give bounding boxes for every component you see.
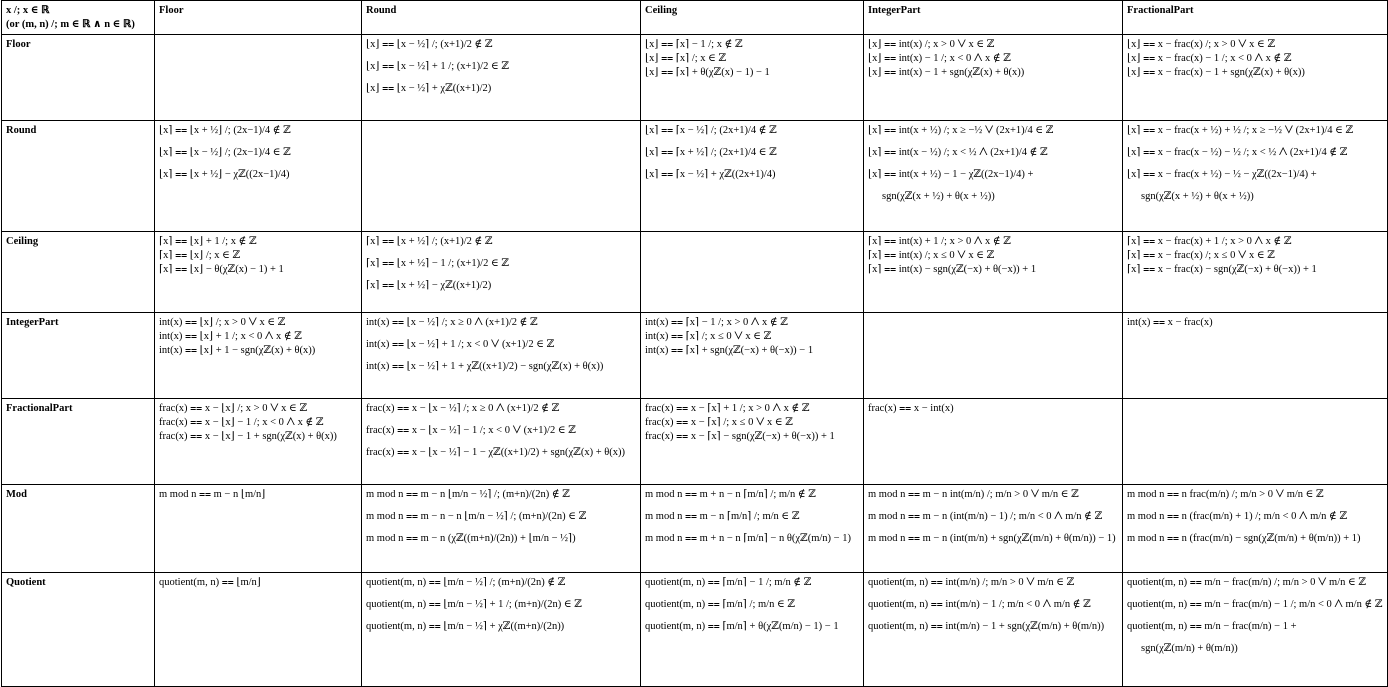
formula-line: m mod n ⩵ m − n int(m/n) /; m/n > 0 ⋁ m/n ∈ ℤ (868, 489, 1079, 500)
identity-cell (1123, 232, 1388, 313)
identity-cell (641, 121, 864, 232)
column-header-integerpart: IntegerPart (864, 1, 1123, 35)
formula-line: m mod n ⩵ m − n ⌊m/n⌋ (159, 489, 266, 500)
identity-cell (641, 313, 864, 399)
formula-line: m mod n ⩵ m − n ⌊m/n − ½⌉ /; (m+n)/(2n) ∉ ℤ (366, 489, 570, 500)
identity-cell (362, 35, 641, 121)
row-header-ceiling: Ceiling (2, 232, 155, 313)
table-row (2, 121, 1388, 232)
formula-line: ⌈x⌉ ⩵ ⌊x⌋ + 1 /; x ∉ ℤ (159, 236, 257, 247)
table-row (2, 35, 1388, 121)
identity-cell (864, 121, 1123, 232)
identity-cell (155, 35, 362, 121)
identity-cell (362, 313, 641, 399)
formula-line: quotient(m, n) ⩵ ⌊m/n⌋ (159, 577, 261, 588)
formula-line: ⌈x⌉ ⩵ ⌊x⌋ − θ(χℤ(x) − 1) + 1 (159, 264, 284, 275)
formula-line: m mod n ⩵ m − n (int(m/n) + sgn(χℤ(m/n) + θ(m/n)) − 1) (868, 533, 1116, 544)
row-header-mod: Mod (2, 485, 155, 573)
formula-line: quotient(m, n) ⩵ m/n − frac(m/n) /; m/n > 0 ⋁ m/n ∈ ℤ (1127, 577, 1367, 588)
identity-cell (155, 573, 362, 687)
formula-line: sgn(χℤ(x + ½) + θ(x + ½)) (1141, 191, 1254, 202)
formula-line: int(x) ⩵ ⌈x⌉ + sgn(χℤ(−x) + θ(−x)) − 1 (645, 345, 814, 356)
table-row (2, 573, 1388, 687)
identity-cell (864, 485, 1123, 573)
formula-line: ⌊x⌉ ⩵ ⌈x − ½⌉ /; (2x+1)/4 ∉ ℤ (645, 125, 777, 136)
formula-line: int(x) ⩵ ⌊x⌋ + 1 /; x < 0 ⋀ x ∉ ℤ (159, 331, 302, 342)
identity-cell (155, 121, 362, 232)
table-body (2, 1, 1388, 687)
formula-line: m mod n ⩵ n (frac(m/n) + 1) /; m/n < 0 ⋀ m/n ∉ ℤ (1127, 511, 1348, 522)
row-header-floor: Floor (2, 35, 155, 121)
formula-line: ⌊x⌋ ⩵ int(x) − 1 + sgn(χℤ(x) + θ(x)) (868, 67, 1025, 78)
formula-line: ⌈x⌉ ⩵ ⌊x⌋ /; x ∈ ℤ (159, 250, 241, 261)
corner-line-2: (or (m, n) /; m ∈ ℝ ∧ n ∈ ℝ) (6, 19, 135, 30)
formula-line: ⌊x⌉ ⩵ ⌊x + ½⌋ /; (2x−1)/4 ∉ ℤ (159, 125, 291, 136)
identity-cell (1123, 573, 1388, 687)
formula-line: quotient(m, n) ⩵ ⌈m/n⌉ /; m/n ∈ ℤ (645, 599, 796, 610)
header-row (2, 1, 1388, 35)
formula-line: ⌊x⌉ ⩵ x − frac(x − ½) − ½ /; x < ½ ⋀ (2x+1)/4 ∉ ℤ (1127, 147, 1348, 158)
identity-cell (362, 232, 641, 313)
formula-line: frac(x) ⩵ x − ⌊x⌋ − 1 /; x < 0 ⋀ x ∉ ℤ (159, 417, 324, 428)
identity-cell (362, 399, 641, 485)
conversion-table (1, 0, 1388, 687)
formula-line: quotient(m, n) ⩵ ⌈m/n⌉ − 1 /; m/n ∉ ℤ (645, 577, 812, 588)
formula-line: frac(x) ⩵ x − ⌈x⌉ + 1 /; x > 0 ⋀ x ∉ ℤ (645, 403, 810, 414)
corner-cell (2, 1, 155, 35)
formula-line: m mod n ⩵ n (frac(m/n) − sgn(χℤ(m/n) + θ(m/n)) + 1) (1127, 533, 1361, 544)
formula-line: quotient(m, n) ⩵ m/n − frac(m/n) − 1 + (1127, 621, 1297, 632)
column-header-ceiling: Ceiling (641, 1, 864, 35)
formula-line: int(x) ⩵ ⌊x⌋ /; x > 0 ⋁ x ∈ ℤ (159, 317, 286, 328)
identity-cell (1123, 121, 1388, 232)
formula-line: ⌊x⌋ ⩵ ⌊x − ½⌉ + χℤ((x+1)/2) (366, 83, 492, 94)
formula-line: ⌊x⌋ ⩵ x − frac(x) − 1 /; x < 0 ⋀ x ∉ ℤ (1127, 53, 1292, 64)
identity-cell (1123, 399, 1388, 485)
formula-line: ⌊x⌋ ⩵ x − frac(x) /; x > 0 ⋁ x ∈ ℤ (1127, 39, 1276, 50)
formula-line: frac(x) ⩵ x − ⌈x⌉ − sgn(χℤ(−x) + θ(−x)) + 1 (645, 431, 835, 442)
identity-cell (641, 399, 864, 485)
formula-line: frac(x) ⩵ x − ⌊x − ½⌉ − 1 /; x < 0 ⋁ (x+1)/2 ∈ ℤ (366, 425, 576, 436)
column-header-floor: Floor (155, 1, 362, 35)
formula-line: ⌊x⌋ ⩵ x − frac(x) − 1 + sgn(χℤ(x) + θ(x)) (1127, 67, 1305, 78)
formula-line: int(x) ⩵ ⌈x⌉ − 1 /; x > 0 ⋀ x ∉ ℤ (645, 317, 788, 328)
formula-line: ⌊x⌉ ⩵ ⌊x − ½⌋ /; (2x−1)/4 ∈ ℤ (159, 147, 291, 158)
formula-line: frac(x) ⩵ x − int(x) (868, 403, 954, 414)
formula-line: m mod n ⩵ m + n − n ⌈m/n⌉ − n θ(χℤ(m/n) − 1) (645, 533, 851, 544)
formula-line: sgn(χℤ(x + ½) + θ(x + ½)) (882, 191, 995, 202)
formula-line: quotient(m, n) ⩵ ⌊m/n − ½⌉ /; (m+n)/(2n) ∉ ℤ (366, 577, 566, 588)
formula-line: quotient(m, n) ⩵ int(m/n) /; m/n > 0 ⋁ m/n ∈ ℤ (868, 577, 1075, 588)
identity-cell (864, 313, 1123, 399)
table-row (2, 399, 1388, 485)
formula-line: int(x) ⩵ ⌊x − ½⌉ + 1 + χℤ((x+1)/2) − sgn(χℤ(x) + θ(x)) (366, 361, 604, 372)
identity-cell (864, 232, 1123, 313)
identity-cell (155, 313, 362, 399)
formula-line: ⌊x⌉ ⩵ int(x − ½) /; x < ½ ⋀ (2x+1)/4 ∉ ℤ (868, 147, 1048, 158)
formula-line: int(x) ⩵ ⌊x − ½⌉ + 1 /; x < 0 ⋁ (x+1)/2 ∈ ℤ (366, 339, 555, 350)
formula-line: m mod n ⩵ m − n (int(m/n) − 1) /; m/n < 0 ⋀ m/n ∉ ℤ (868, 511, 1103, 522)
formula-line: m mod n ⩵ m + n − n ⌈m/n⌉ /; m/n ∉ ℤ (645, 489, 816, 500)
formula-line: ⌊x⌋ ⩵ ⌊x − ½⌉ + 1 /; (x+1)/2 ∈ ℤ (366, 61, 510, 72)
table-row (2, 232, 1388, 313)
formula-line: m mod n ⩵ n frac(m/n) /; m/n > 0 ⋁ m/n ∈ ℤ (1127, 489, 1324, 500)
formula-line: quotient(m, n) ⩵ int(m/n) − 1 /; m/n < 0 ⋀ m/n ∉ ℤ (868, 599, 1091, 610)
identity-cell (641, 573, 864, 687)
formula-line: ⌊x⌋ ⩵ ⌈x⌉ /; x ∈ ℤ (645, 53, 727, 64)
formula-line: m mod n ⩵ m − n − n ⌊m/n − ½⌉ /; (m+n)/(2n) ∈ ℤ (366, 511, 587, 522)
identity-cell (1123, 485, 1388, 573)
identity-cell (155, 399, 362, 485)
formula-line: int(x) ⩵ ⌊x − ½⌉ /; x ≥ 0 ⋀ (x+1)/2 ∉ ℤ (366, 317, 538, 328)
formula-line: int(x) ⩵ x − frac(x) (1127, 317, 1213, 328)
formula-line: ⌊x⌉ ⩵ x − frac(x + ½) + ½ /; x ≥ −½ ⋁ (2x+1)/4 ∈ ℤ (1127, 125, 1354, 136)
formula-line: ⌊x⌉ ⩵ x − frac(x + ½) − ½ − χℤ((2x−1)/4) + (1127, 169, 1317, 180)
identity-cell (641, 485, 864, 573)
formula-line: m mod n ⩵ m − n (χℤ((m+n)/(2n)) + ⌊m/n − ½⌉) (366, 533, 576, 544)
formula-line: sgn(χℤ(m/n) + θ(m/n)) (1141, 643, 1238, 654)
identity-cell (864, 399, 1123, 485)
formula-line: ⌈x⌉ ⩵ int(x) /; x ≤ 0 ⋁ x ∈ ℤ (868, 250, 995, 261)
identity-cell (362, 573, 641, 687)
formula-line: ⌊x⌉ ⩵ ⌈x + ½⌉ /; (2x+1)/4 ∈ ℤ (645, 147, 777, 158)
formula-line: frac(x) ⩵ x − ⌊x⌋ /; x > 0 ⋁ x ∈ ℤ (159, 403, 308, 414)
formula-line: ⌈x⌉ ⩵ int(x) − sgn(χℤ(−x) + θ(−x)) + 1 (868, 264, 1037, 275)
formula-line: frac(x) ⩵ x − ⌈x⌉ /; x ≤ 0 ⋁ x ∈ ℤ (645, 417, 793, 428)
identity-cell (1123, 313, 1388, 399)
formula-line: quotient(m, n) ⩵ ⌊m/n − ½⌉ + 1 /; (m+n)/(2n) ∈ ℤ (366, 599, 582, 610)
formula-line: quotient(m, n) ⩵ ⌊m/n − ½⌉ + χℤ((m+n)/(2n)) (366, 621, 565, 632)
formula-line: int(x) ⩵ ⌈x⌉ /; x ≤ 0 ⋁ x ∈ ℤ (645, 331, 772, 342)
row-header-fractionalpart: FractionalPart (2, 399, 155, 485)
formula-line: ⌈x⌉ ⩵ ⌊x + ½⌉ − 1 /; (x+1)/2 ∈ ℤ (366, 258, 510, 269)
formula-line: ⌊x⌉ ⩵ ⌊x + ½⌋ − χℤ((2x−1)/4) (159, 169, 290, 180)
identity-cell (641, 35, 864, 121)
formula-line: ⌈x⌉ ⩵ ⌊x + ½⌉ − χℤ((x+1)/2) (366, 280, 492, 291)
formula-line: ⌊x⌉ ⩵ int(x + ½) − 1 − χℤ((2x−1)/4) + (868, 169, 1034, 180)
formula-line: ⌈x⌉ ⩵ x − frac(x) /; x ≤ 0 ⋁ x ∈ ℤ (1127, 250, 1275, 261)
row-header-integerpart: IntegerPart (2, 313, 155, 399)
table-row (2, 313, 1388, 399)
formula-line: quotient(m, n) ⩵ int(m/n) − 1 + sgn(χℤ(m/n) + θ(m/n)) (868, 621, 1105, 632)
identity-cell (155, 232, 362, 313)
formula-line: ⌊x⌋ ⩵ ⌈x⌉ − 1 /; x ∉ ℤ (645, 39, 743, 50)
identity-cell (1123, 35, 1388, 121)
table-row (2, 485, 1388, 573)
formula-line: ⌈x⌉ ⩵ x − frac(x) − sgn(χℤ(−x) + θ(−x)) + 1 (1127, 264, 1317, 275)
formula-line: frac(x) ⩵ x − ⌊x − ½⌉ − 1 − χℤ((x+1)/2) + sgn(χℤ(x) + θ(x)) (366, 447, 626, 458)
formula-line: ⌊x⌋ ⩵ ⌈x⌉ + θ(χℤ(x) − 1) − 1 (645, 67, 770, 78)
formula-line: ⌊x⌉ ⩵ int(x + ½) /; x ≥ −½ ⋁ (2x+1)/4 ∈ ℤ (868, 125, 1054, 136)
row-header-round: Round (2, 121, 155, 232)
formula-line: m mod n ⩵ m − n ⌈m/n⌉ /; m/n ∈ ℤ (645, 511, 800, 522)
formula-line: ⌈x⌉ ⩵ int(x) + 1 /; x > 0 ⋀ x ∉ ℤ (868, 236, 1011, 247)
formula-line: ⌊x⌉ ⩵ ⌈x − ½⌉ + χℤ((2x+1)/4) (645, 169, 776, 180)
formula-line: ⌊x⌋ ⩵ int(x) /; x > 0 ⋁ x ∈ ℤ (868, 39, 995, 50)
identity-cell (641, 232, 864, 313)
formula-line: frac(x) ⩵ x − ⌊x⌋ − 1 + sgn(χℤ(x) + θ(x)) (159, 431, 337, 442)
formula-line: ⌈x⌉ ⩵ ⌊x + ½⌉ /; (x+1)/2 ∉ ℤ (366, 236, 493, 247)
identity-cell (362, 121, 641, 232)
identity-cell (864, 35, 1123, 121)
column-header-fractionalpart: FractionalPart (1123, 1, 1388, 35)
formula-line: ⌊x⌋ ⩵ ⌊x − ½⌉ /; (x+1)/2 ∉ ℤ (366, 39, 493, 50)
formula-line: frac(x) ⩵ x − ⌊x − ½⌉ /; x ≥ 0 ⋀ (x+1)/2 ∉ ℤ (366, 403, 560, 414)
formula-line: ⌈x⌉ ⩵ x − frac(x) + 1 /; x > 0 ⋀ x ∉ ℤ (1127, 236, 1292, 247)
formula-line: ⌊x⌋ ⩵ int(x) − 1 /; x < 0 ⋀ x ∉ ℤ (868, 53, 1011, 64)
corner-line-1: x /; x ∈ ℝ (6, 5, 50, 16)
formula-line: int(x) ⩵ ⌊x⌋ + 1 − sgn(χℤ(x) + θ(x)) (159, 345, 316, 356)
column-header-round: Round (362, 1, 641, 35)
identity-cell (362, 485, 641, 573)
identity-cell (864, 573, 1123, 687)
identity-cell (155, 485, 362, 573)
formula-line: quotient(m, n) ⩵ m/n − frac(m/n) − 1 /; m/n < 0 ⋀ m/n ∉ ℤ (1127, 599, 1383, 610)
formula-line: quotient(m, n) ⩵ ⌈m/n⌉ + θ(χℤ(m/n) − 1) − 1 (645, 621, 839, 632)
row-header-quotient: Quotient (2, 573, 155, 687)
